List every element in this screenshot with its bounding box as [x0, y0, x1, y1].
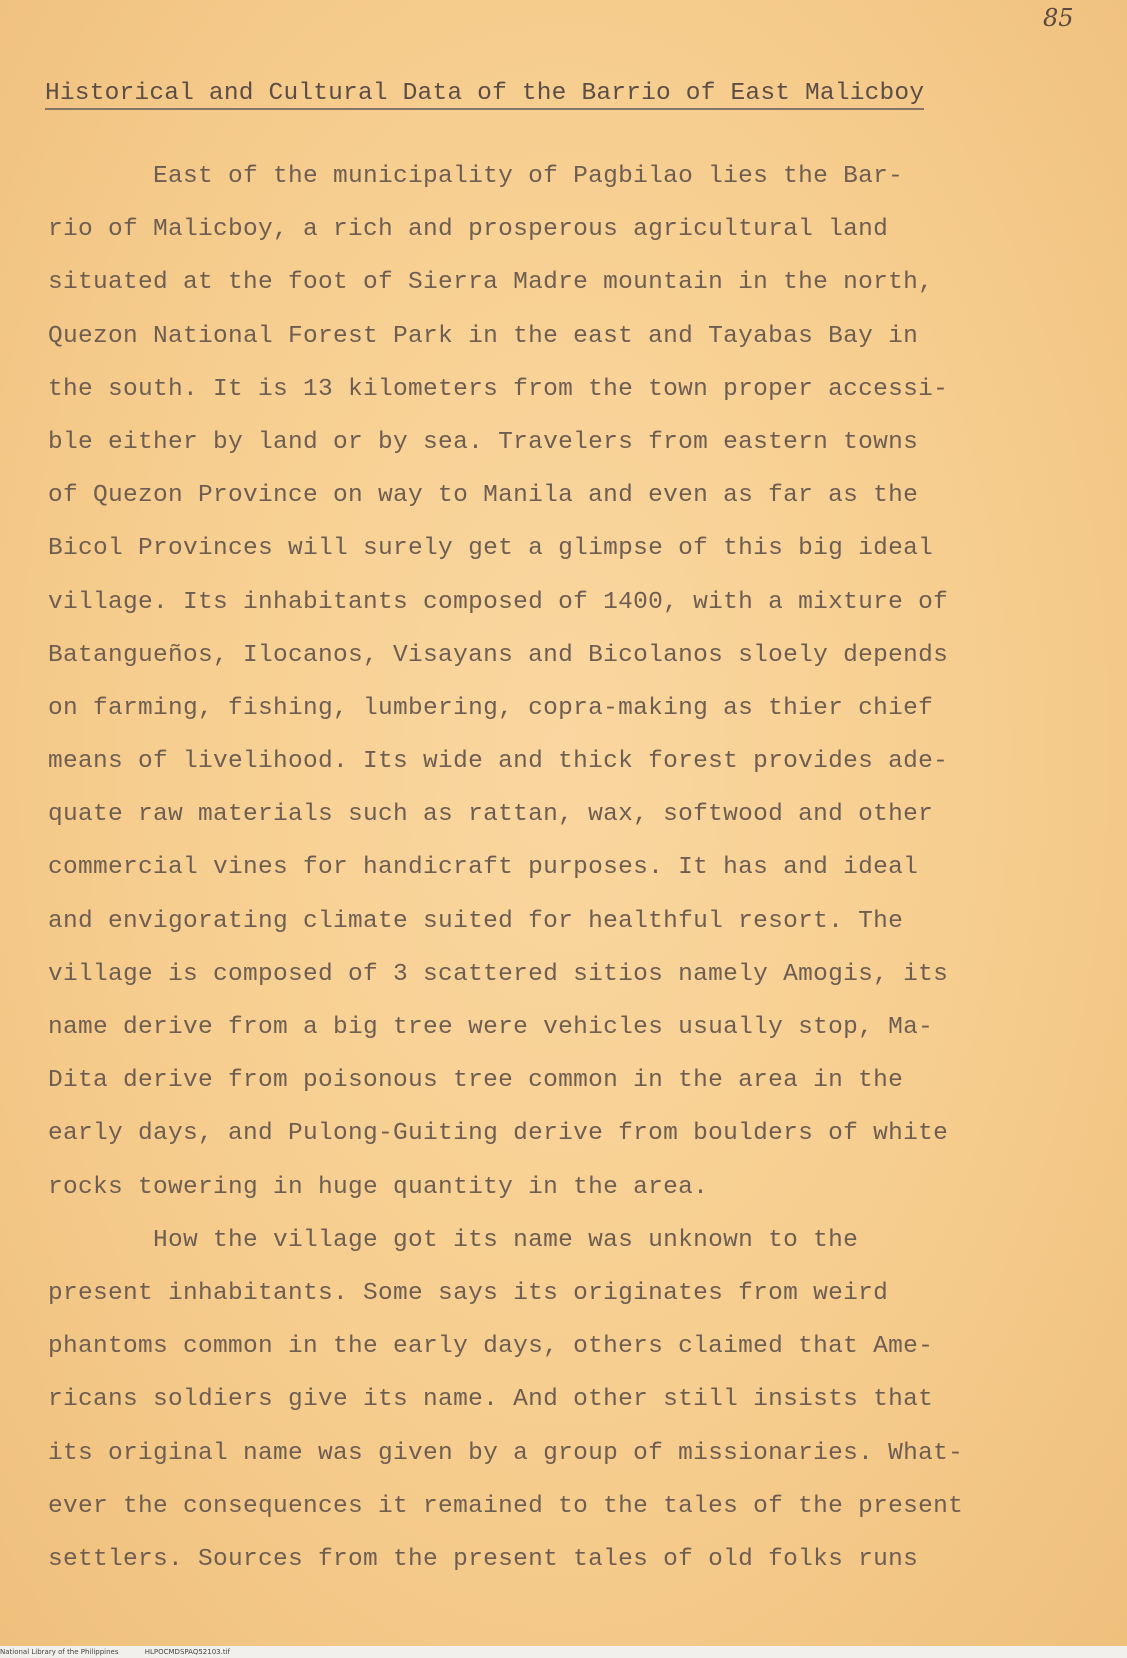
text-line: name derive from a big tree were vehicles usually stop, Ma-: [48, 1014, 934, 1041]
text-line: ble either by land or by sea. Travelers from eastern towns: [48, 428, 919, 456]
text-line: early days, and Pulong-Guiting derive from boulders of white: [48, 1120, 949, 1148]
text-line: Dita derive from poisonous tree common in the area in the: [48, 1067, 904, 1095]
document-body: [48, 150, 1068, 1586]
text-line: settlers. Sources from the present tales of old folks runs: [48, 1545, 919, 1573]
text-line: Bicol Provinces will surely get a glimpse of this big ideal: [48, 535, 934, 563]
text-line: East of the municipality of Pagbilao lies the Bar-: [48, 163, 904, 190]
text-line: ricans soldiers give its name. And other still insists that: [48, 1386, 934, 1414]
text-line: and envigorating climate suited for healthful resort. The: [48, 907, 904, 935]
text-line: on farming, fishing, lumbering, copra-making as thier chief: [48, 694, 934, 722]
text-line: of Quezon Province on way to Manila and even as far as the: [48, 482, 919, 510]
text-line: Batangueños, Ilocanos, Visayans and Bicolanos sloely depends: [48, 641, 949, 669]
text-line: Quezon National Forest Park in the east and Tayabas Bay in: [48, 322, 919, 350]
text-line: village. Its inhabitants composed of 1400, with a mixture of: [48, 588, 949, 616]
text-line: quate raw materials such as rattan, wax, softwood and other: [48, 801, 934, 829]
text-line: the south. It is 13 kilometers from the town proper accessi-: [48, 375, 949, 403]
text-line: present inhabitants. Some says its originates from weird: [48, 1279, 889, 1307]
page-number: 85: [1043, 4, 1074, 32]
text-line: ever the consequences it remained to the tales of the present: [48, 1492, 964, 1520]
text-line: means of livelihood. Its wide and thick forest provides ade-: [48, 748, 949, 776]
scan-footer: [0, 1648, 1127, 1656]
footer-library: National Library of the Philippines: [0, 1648, 119, 1656]
text-line: rio of Malicboy, a rich and prosperous agricultural land: [48, 216, 889, 244]
footer-file: HLPOCMDSPAQ52103.tif: [144, 1648, 230, 1656]
text-line: rocks towering in huge quantity in the area.: [48, 1173, 709, 1201]
text-line: village is composed of 3 scattered sitios namely Amogis, its: [48, 960, 949, 988]
text-line: its original name was given by a group of missionaries. What-: [48, 1439, 964, 1467]
text-line: phantoms common in the early days, others claimed that Ame-: [48, 1333, 934, 1361]
text-line: situated at the foot of Sierra Madre mountain in the north,: [48, 269, 934, 297]
document-title: Historical and Cultural Data of the Barrio of East Malicboy: [45, 80, 924, 110]
text-line: How the village got its name was unknown to the: [48, 1226, 859, 1254]
text-line: commercial vines for handicraft purposes. It has and ideal: [48, 854, 919, 882]
